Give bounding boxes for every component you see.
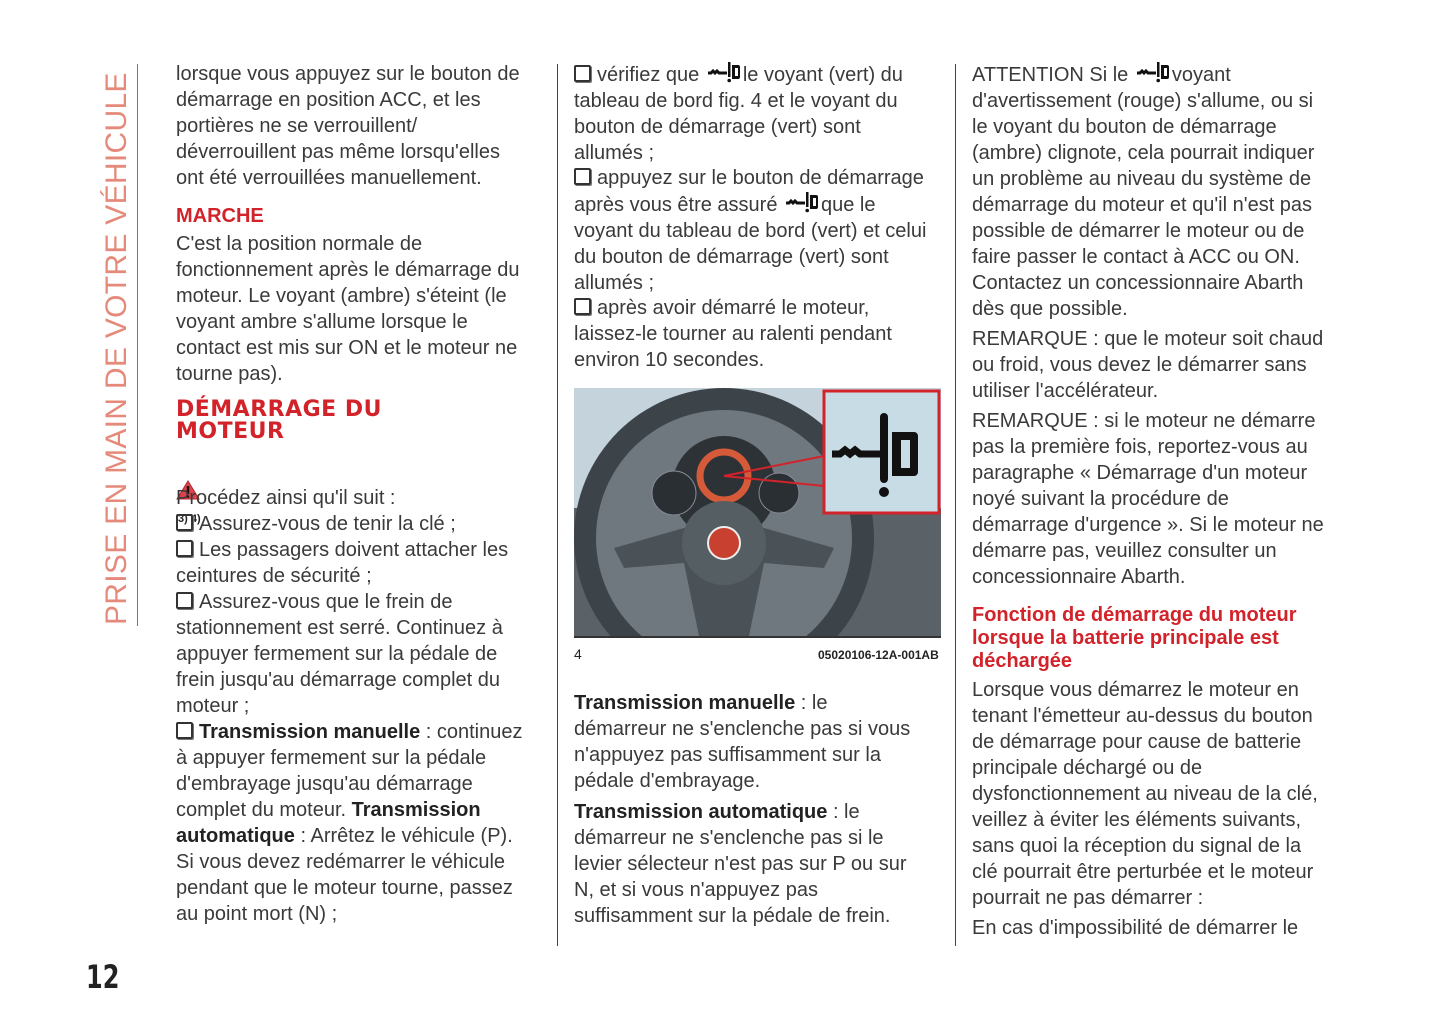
paragraph-attention [972, 61, 1352, 322]
paragraph [574, 690, 910, 794]
figure-number: 4 [574, 646, 582, 662]
list-item [176, 589, 503, 719]
paragraph [574, 799, 907, 929]
column-divider [557, 64, 558, 946]
bold-term: Transmission automatique [574, 801, 828, 823]
figure-steering-wheel [574, 388, 941, 638]
list-item-text: Les passagers doivent attacher les [199, 539, 509, 561]
text: le voyant (vert) du [742, 64, 903, 86]
steering-wheel-illustration [574, 388, 941, 636]
text: à appuyer fermement sur la pédale d'embrayage jusqu'au démarrage complet du moteur. [176, 747, 487, 821]
text: après avoir démarré le moteur, [597, 297, 870, 319]
text: tableau de bord fig. 4 et le voyant du bouton de démarrage (vert) sont allumés ; [574, 90, 898, 164]
key-warning-icon [707, 61, 741, 83]
list-item-text: stationnement est serré. Continuez à appuyer fermement sur la pédale de frein jusqu'au démarrage complet du moteur ; [176, 617, 503, 717]
text: voyant du tableau de bord (vert) et celui du bouton de démarrage (vert) sont allumés ; [574, 220, 927, 294]
list-item [176, 537, 508, 589]
text: : continuez [420, 721, 523, 743]
checkbox-bullet-icon [574, 65, 591, 82]
checkbox-bullet-icon [176, 540, 193, 557]
section-side-title: PRISE EN MAIN DE VOTRE VÉHICULE [100, 72, 133, 625]
text: après vous être assuré [574, 194, 783, 216]
list-item [574, 61, 954, 166]
paragraph-remark: REMARQUE : si le moteur ne démarre pas la première fois, reportez-vous au paragraphe « Démarrage d'un moteur noyé suivant la procédure de démarrage d'urgence ». Si le moteur ne démarre pas, veuillez consulter un concessionnaire Abarth. [972, 410, 1324, 588]
text: : Arrêtez le véhicule (P). [294, 825, 513, 847]
list-item [574, 295, 892, 373]
text: voyant [1171, 64, 1231, 86]
text: démarreur ne s'enclenche pas si le levier sélecteur n'est pas sur P ou sur N, et si vous n'appuyez pas suffisamment sur la pédale de frein. [574, 827, 907, 927]
list-item [176, 719, 556, 927]
checkbox-bullet-icon [176, 514, 193, 531]
text: ATTENTION Si le [972, 64, 1134, 86]
text: : le [827, 801, 860, 823]
list-item-text: Assurez-vous que le frein de [199, 591, 453, 613]
side-rule [137, 64, 138, 626]
checkbox-bullet-icon [574, 168, 591, 185]
text: vérifiez que [597, 64, 705, 86]
paragraph: lorsque vous appuyez sur le bouton de démarrage en position ACC, et les portières ne se verrouillent/ déverrouillent pas même lorsqu'elles ont été verrouillées manuellement. [176, 63, 520, 189]
heading-fonction: Fonction de démarrage du moteur lorsque la batterie principale est déchargée [972, 604, 1297, 672]
bold-term: Transmission manuelle [574, 692, 796, 714]
paragraph: En cas d'impossibilité de démarrer le [972, 917, 1299, 939]
list-item-text: ceintures de sécurité ; [176, 565, 372, 587]
figure-code: 05020106-12A-001AB [818, 648, 939, 662]
text: démarreur ne s'enclenche pas si vous n'appuyez pas suffisamment sur la pédale d'embrayage. [574, 718, 911, 792]
checkbox-bullet-icon [574, 298, 591, 315]
list-item [574, 165, 954, 296]
text: d'avertissement (rouge) s'allume, ou si le voyant du bouton de démarrage (ambre) clignote, cela pourrait indiquer un problème au niveau du système de démarrage du moteur et qu'il n'est pas possible de démarrer le moteur ou de faire passer le contact à ACC ou ON. Contactez un concessionnaire Abarth dès que possible. [972, 90, 1315, 320]
heading-demarrage: DÉMARRAGE DU MOTEUR [176, 397, 382, 444]
paragraph: C'est la position normale de fonctionnement après le démarrage du moteur. Le voyant (ambre) s'éteint (le voyant ambre s'allume lorsque le contact est mis sur ON et le moteur ne tourne pas). [176, 233, 520, 385]
warning-refs: 3) 4) [178, 513, 201, 525]
text: : le [795, 692, 828, 714]
text: que le [821, 194, 876, 216]
checkbox-bullet-icon [176, 592, 193, 609]
text: appuyez sur le bouton de démarrage [597, 167, 924, 189]
bold-term: Transmission manuelle [199, 721, 421, 743]
text: laissez-le tourner au ralenti pendant environ 10 secondes. [574, 323, 892, 371]
list-item [176, 511, 456, 537]
key-warning-icon [785, 191, 819, 213]
paragraph: Lorsque vous démarrez le moteur en tenant l'émetteur au-dessus du bouton de démarrage pour cause de batterie principale déchargé ou de dysfonctionnement au niveau de la clé, veillez à éviter les éléments suivants, sans quoi la réception du signal de la clé pourrait être perturbée et le moteur pourrait ne pas démarrer : [972, 679, 1318, 909]
key-warning-icon [1136, 61, 1170, 83]
bold-term: Transmission [351, 799, 481, 821]
paragraph-remark: REMARQUE : que le moteur soit chaud ou froid, vous devez le démarrer sans utiliser l'accélérateur. [972, 328, 1324, 402]
column-divider [955, 64, 956, 946]
text: Si vous devez redémarrer le véhicule pendant que le moteur tourne, passez au point mort (N) ; [176, 851, 513, 925]
page-number: 12 [86, 958, 120, 996]
list-item-text: Assurez-vous de tenir la clé ; [199, 513, 456, 535]
paragraph: Procédez ainsi qu'il suit : [176, 487, 396, 509]
heading-marche: MARCHE [176, 205, 264, 227]
bold-term: automatique [176, 825, 295, 847]
checkbox-bullet-icon [176, 722, 193, 739]
